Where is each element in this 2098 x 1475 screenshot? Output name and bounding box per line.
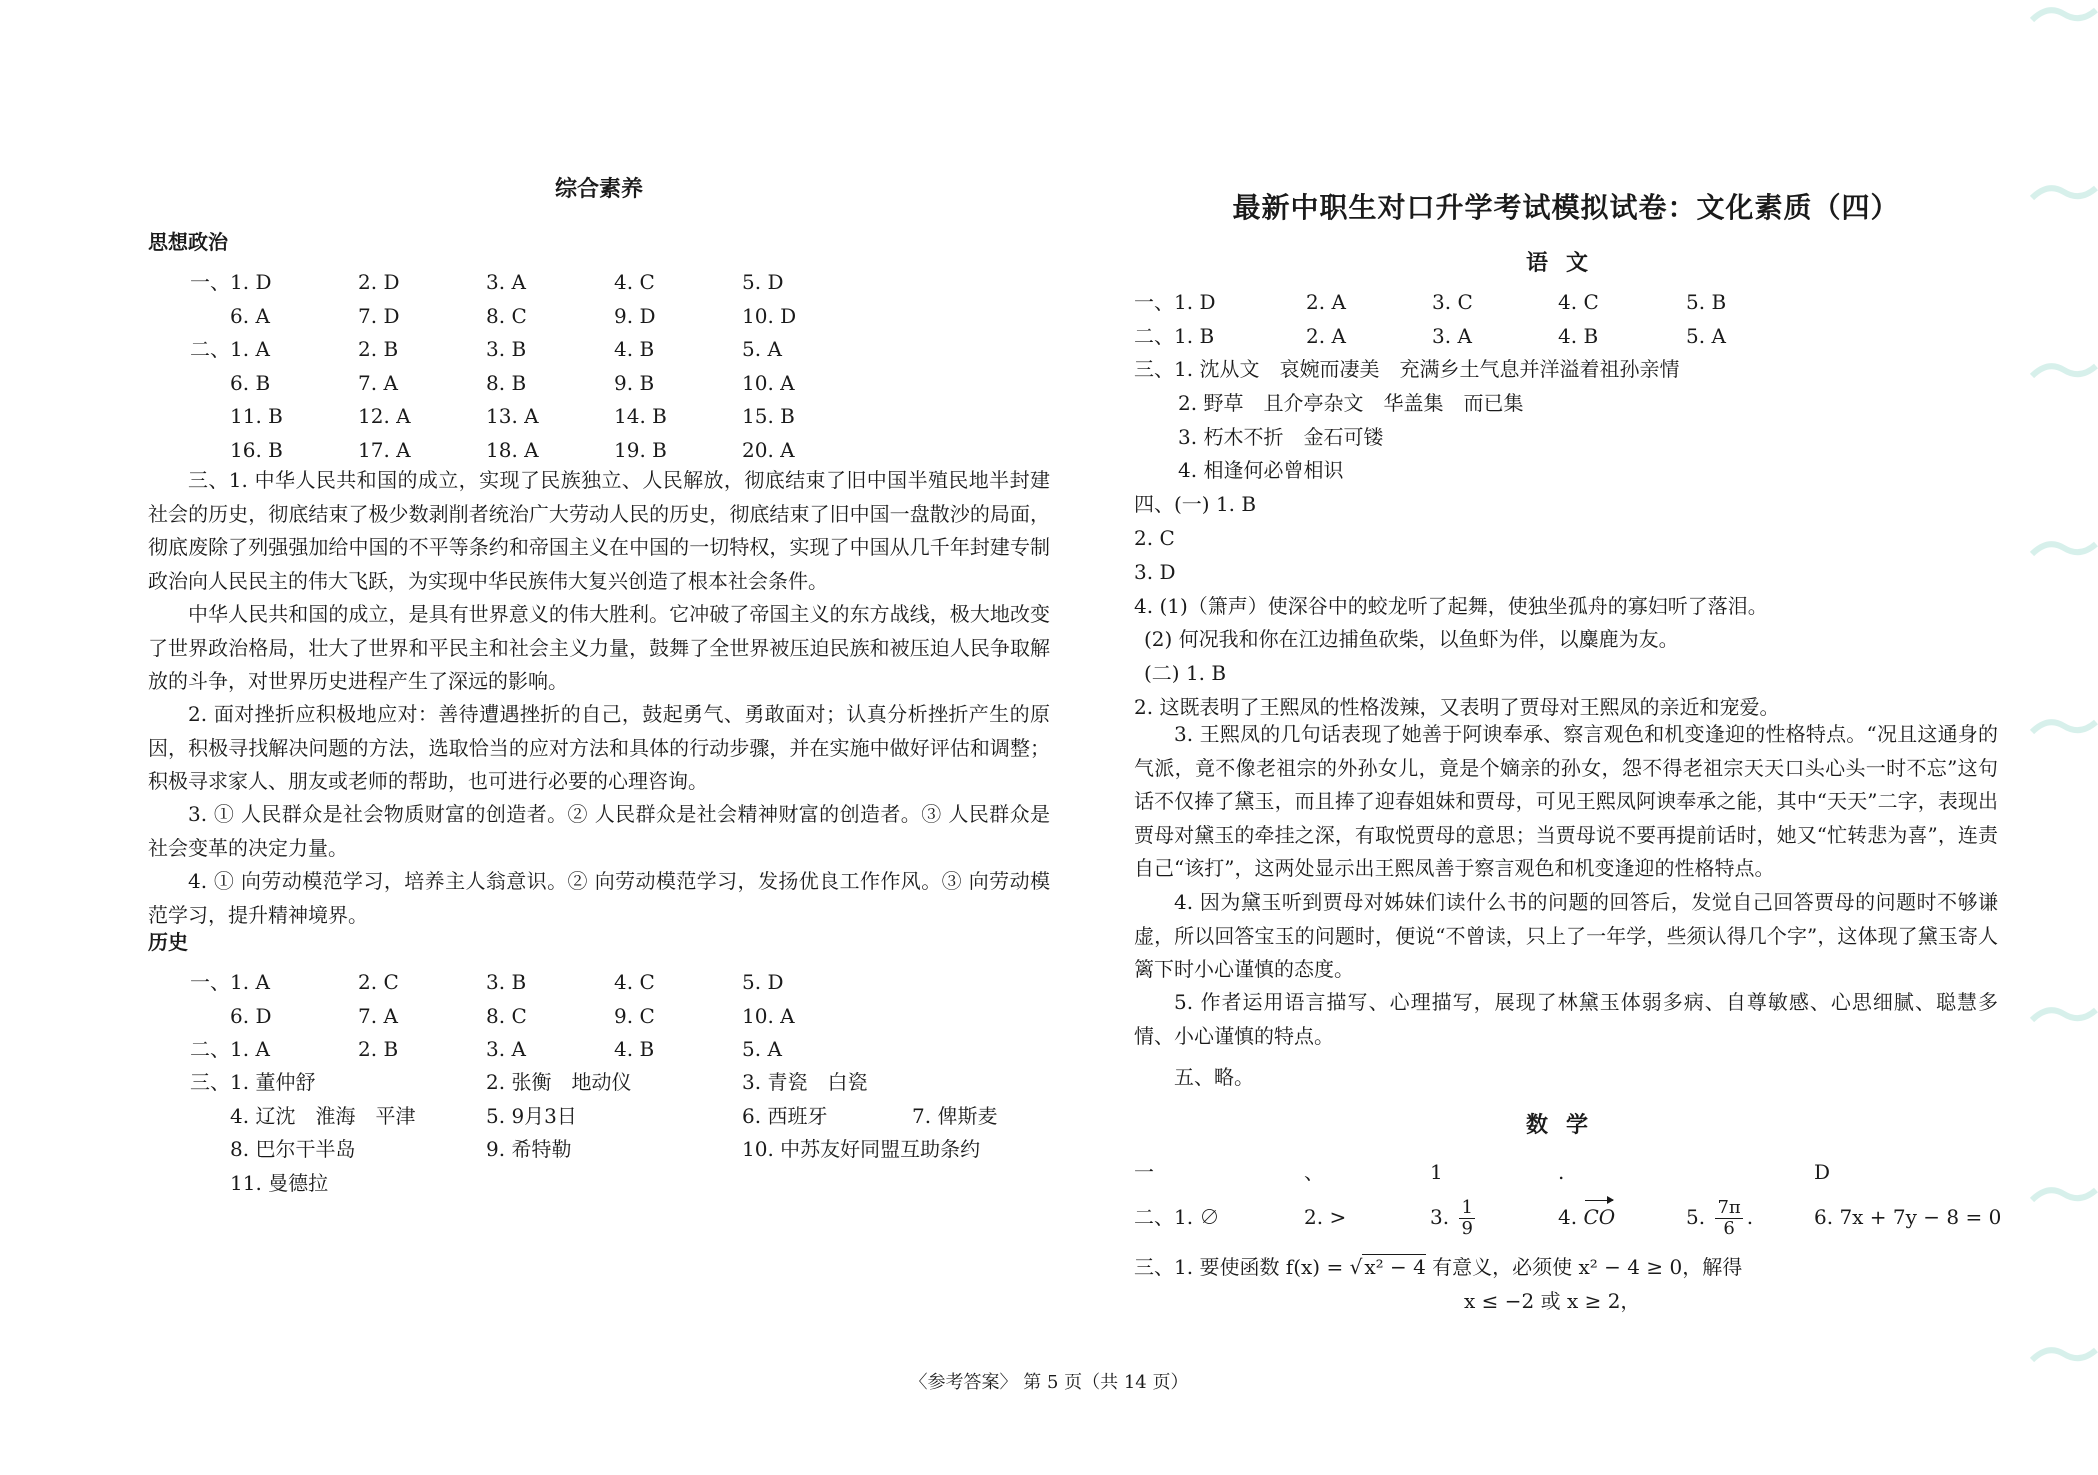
watermark-stripe	[2028, 0, 2098, 30]
left-title: 综合素养	[554, 176, 643, 202]
answer-item: 2. A	[1306, 323, 1346, 348]
answer-item: 17. A	[358, 437, 411, 462]
answer-item: 5. 9月3日	[486, 1103, 577, 1128]
answer-item: 18. A	[486, 437, 539, 462]
fraction: $\frac{7\pi}{6}$	[1717, 1197, 1741, 1239]
answer-item: 10. 中苏友好同盟互助条约	[742, 1137, 981, 1161]
answer-item: 7. 俾斯麦	[912, 1103, 998, 1128]
answer-line: 3. D	[1134, 559, 1176, 584]
answer-item: 4. B	[614, 337, 655, 361]
answer-item: 6. D	[230, 1003, 272, 1028]
answer-item: 9. B	[614, 370, 655, 395]
vector-co: CO	[1583, 1205, 1616, 1229]
answer-item: 8. C	[486, 1003, 527, 1028]
answer-item: 8. B	[486, 370, 527, 395]
answer-item: 3. B	[486, 970, 527, 994]
answer-item: 一、1. D	[1134, 290, 1216, 314]
answer-item: 三、1. 董仲舒	[190, 1070, 316, 1094]
answer-item: 12. A	[358, 404, 411, 428]
answer-line: (二) 1. B	[1144, 661, 1227, 686]
answer-item: 4. C	[614, 270, 655, 294]
answer-item: 1	[1430, 1160, 1443, 1184]
answer-item: 2. 张衡 地动仪	[486, 1070, 632, 1094]
watermark-stripe	[2028, 1180, 2098, 1210]
math-2-3: 3. $\frac{1}{9}$	[1430, 1197, 1473, 1239]
chinese-answer-2-4: 4. 因为黛玉听到贾母对姊妹们读什么书的问题的回答后，发觉自己回答贾母的问题时不够谦虚，所以回答宝玉的问题时，便说“不曾读，只上了一年学，些须认得几个字”，这体现了黛玉寄人篱下时小心谨慎的态度。	[1134, 890, 1998, 981]
answer-item: 4. 辽沈 淮海 平津	[230, 1103, 416, 1128]
answer-line: 3. 朽木不折 金石可镂	[1178, 424, 1384, 449]
answer-item: 2. B	[358, 1037, 399, 1061]
watermark-stripe	[2028, 534, 2098, 564]
answer-item: 20. A	[742, 437, 795, 462]
answer-item: 6. B	[230, 370, 271, 395]
politics-answer-3-4: 4. ① 向劳动模范学习，培养主人翁意识。② 向劳动模范学习，发扬优良工作作风。③ 向劳动模范学习，提升精神境界。	[148, 869, 1050, 927]
answer-item: 7. A	[358, 1003, 398, 1028]
page-footer: 〈参考答案〉 第 5 页（共 14 页）	[909, 1372, 1189, 1393]
chinese-heading: 语文	[1525, 250, 1606, 276]
answer-item: 9. C	[614, 1003, 655, 1028]
answer-item: 3. 青瓷 白瓷	[742, 1070, 868, 1094]
chinese-answer-2-3: 3. 王熙凤的几句话表现了她善于阿谀奉承、察言观色和机变逢迎的性格特点。“况且这通身的气派，竟不像老祖宗的外孙女儿，竟是个嫡亲的孙女，怨不得老祖宗天天口头心头一时不忘”这句话不仅捧了黛玉，而且捧了迎春姐妹和贾母，可见王熙凤阿谀奉承之能，其中“天天”二字，表现出贾母对黛玉的牵挂之深，有取悦贾母的意思；当贾母说不要再提前话时，她又“忙转悲为喜”，连责自己“该打”，这两处显示出王熙凤善于察言观色和机变逢迎的性格特点。	[1134, 722, 1998, 880]
answer-item: 8. C	[486, 303, 527, 328]
answer-item: 2. C	[358, 970, 399, 994]
math-heading: 数学	[1525, 1112, 1606, 1138]
answer-line: 4. (1)（箫声）使深谷中的蛟龙听了起舞，使独坐孤舟的寡妇听了落泪。	[1134, 593, 1768, 618]
answer-item: 2. B	[358, 337, 399, 361]
answer-item: D	[1814, 1160, 1831, 1184]
answer-item: 一	[1134, 1160, 1154, 1184]
answer-line: 2. 这既表明了王熙凤的性格泼辣，又表明了贾母对王熙凤的亲近和宠爱。	[1134, 695, 1780, 719]
answer-line: 四、(一) 1. B	[1134, 492, 1257, 517]
answer-line: 4. 相逢何必曾相识	[1178, 458, 1344, 483]
politics-heading: 思想政治	[148, 230, 228, 254]
watermark-stripe	[2028, 356, 2098, 386]
exam-title: 最新中职生对口升学考试模拟试卷：文化素质（四）	[1232, 191, 1900, 224]
answer-item: 11. 曼德拉	[230, 1170, 329, 1195]
answer-item: 5. A	[742, 337, 782, 361]
history-heading: 历史	[148, 930, 188, 954]
answer-item: 、	[1304, 1160, 1324, 1184]
answer-item: 16. B	[230, 437, 283, 462]
answer-item: 13. A	[486, 404, 539, 428]
answer-item: 11. B	[230, 404, 283, 428]
answer-item: 3. A	[486, 1037, 526, 1061]
answer-item: .	[1558, 1160, 1565, 1184]
answer-line: 三、1. 沈从文 哀婉而凄美 充满乡土气息并洋溢着祖孙亲情	[1134, 357, 1680, 381]
answer-item: 4. C	[614, 970, 655, 994]
answer-item: 二、1. A	[190, 337, 270, 361]
math-2-1: 二、1. ∅	[1134, 1205, 1220, 1229]
watermark-stripe	[2028, 1000, 2098, 1030]
answer-line: 2. C	[1134, 526, 1175, 550]
answer-item: 6. A	[230, 303, 270, 328]
answer-item: 一、1. A	[190, 970, 270, 994]
answer-item: 2. A	[1306, 290, 1346, 314]
answer-item: 5. D	[742, 270, 784, 294]
answer-item: 10. A	[742, 1003, 795, 1028]
answer-item: 8. 巴尔干半岛	[230, 1137, 356, 1161]
answer-item: 5. B	[1686, 290, 1727, 314]
answer-item: 5. A	[1686, 323, 1726, 348]
answer-item: 一、1. D	[190, 270, 272, 294]
watermark-stripe	[2028, 1340, 2098, 1370]
answer-item: 3. A	[486, 270, 526, 294]
answer-line: (2) 何况我和你在江边捕鱼砍柴，以鱼虾为伴，以麋鹿为友。	[1144, 627, 1679, 652]
watermark-stripe	[2028, 712, 2098, 742]
politics-answer-3-3: 3. ① 人民群众是社会物质财富的创造者。② 人民群众是社会精神财富的创造者。③ 人民群众是社会变革的决定力量。	[148, 802, 1050, 860]
answer-item: 5. A	[742, 1037, 782, 1061]
chinese-answer-2-5: 5. 作者运用语言描写、心理描写，展现了林黛玉体弱多病、自尊敏感、心思细腻、聪慧多情、小心谨慎的特点。	[1134, 990, 1998, 1048]
answer-item: 4. B	[614, 1037, 655, 1061]
math-2-4: 4. CO	[1558, 1205, 1616, 1229]
answer-item: 10. D	[742, 303, 797, 328]
answer-item: 9. D	[614, 303, 656, 328]
answer-item: 4. B	[1558, 323, 1599, 348]
answer-line: 2. 野草 且介亭杂文 华盖集 而已集	[1178, 390, 1524, 415]
politics-answer-3-1: 三、1. 中华人民共和国的成立，实现了民族独立、人民解放，彻底结束了旧中国半殖民地半封建社会的历史，彻底结束了极少数剥削者统治广大劳动人民的历史，彻底结束了旧中国一盘散沙的局面，彻底废除了列强强加给中国的不平等条约和帝国主义在中国的一切特权，实现了中国从几千年封建专制政治向人民民主的伟大飞跃，为实现中华民族伟大复兴创造了根本社会条件。	[148, 468, 1050, 593]
fraction: $\frac{1}{9}$	[1461, 1197, 1473, 1239]
answer-item: 19. B	[614, 437, 667, 462]
answer-item: 7. A	[358, 370, 398, 395]
math-answer-3-1-result: x ≤ −2 或 x ≥ 2，	[1464, 1289, 1641, 1313]
answer-item: 3. C	[1432, 290, 1473, 314]
answer-item: 14. B	[614, 404, 667, 428]
politics-answer-3-1-cont: 中华人民共和国的成立，是具有世界意义的伟大胜利。它冲破了帝国主义的东方战线，极大地改变了世界政治格局，壮大了世界和平民主和社会主义力量，鼓舞了全世界被压迫民族和被压迫人民争取解放的斗争，对世界历史进程产生了深远的影响。	[148, 602, 1050, 693]
math-2-2: 2. >	[1304, 1205, 1347, 1229]
chinese-answer-5: 五、略。	[1174, 1065, 1254, 1089]
answer-item: 二、1. B	[1134, 323, 1215, 348]
answer-item: 2. D	[358, 270, 400, 294]
answer-item: 7. D	[358, 303, 400, 328]
math-2-6: 6. 7x + 7y − 8 = 0	[1814, 1205, 2002, 1229]
math-answer-3-1: 三、1. 要使函数 f(x) = √ x² − 4 有意义，必须使 x² − 4 ≥ 0，解得	[1134, 1255, 1743, 1279]
answer-item: 4. C	[1558, 290, 1599, 314]
answer-item: 3. B	[486, 337, 527, 361]
answer-item: 10. A	[742, 370, 795, 395]
answer-item: 二、1. A	[190, 1037, 270, 1061]
answer-item: 5. D	[742, 970, 784, 994]
answer-item: 6. 西班牙	[742, 1103, 828, 1128]
answer-item: 9. 希特勒	[486, 1137, 572, 1161]
politics-answer-3-2: 2. 面对挫折应积极地应对：善待遭遇挫折的自己，鼓起勇气、勇敢面对；认真分析挫折产生的原因，积极寻找解决问题的方法，选取恰当的应对方法和具体的行动步骤，并在实施中做好评估和调整；积极寻求家人、朋友或老师的帮助，也可进行必要的心理咨询。	[148, 702, 1050, 793]
answer-item: 3. A	[1432, 323, 1472, 348]
watermark-stripe	[2028, 178, 2098, 208]
answer-item: 15. B	[742, 404, 795, 428]
math-2-5: 5. $\frac{7\pi}{6}$ .	[1686, 1197, 1754, 1239]
